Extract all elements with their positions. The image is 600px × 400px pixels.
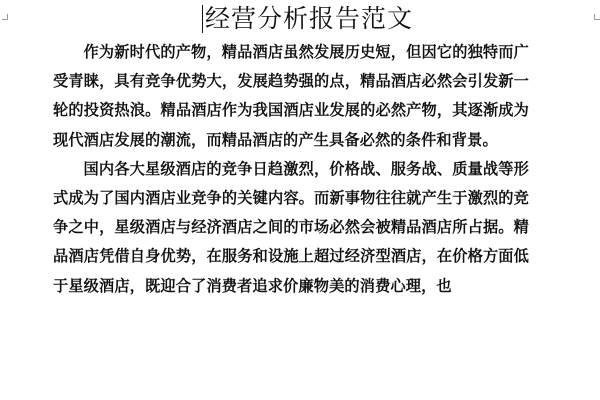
document-body[interactable]	[53, 38, 529, 301]
text-cursor	[202, 5, 203, 33]
document-title[interactable]	[205, 2, 413, 36]
document-title-text: 经营分析报告范文	[204, 4, 413, 33]
paragraph-2[interactable]: 国内各大星级酒店的竞争日趋激烈，价格战、服务战、质量战等形式成为了国内酒店业竞争的关键内容。而新事物往往就产生于激烈的竞争之中，星级酒店与经济酒店之间的市场必然会被精品酒店所占据。精品酒店凭借自身优势，在服务和设施上超过经济型酒店，在价格方面低于星级酒店，既迎合了消费者追求价廉物美的消费心理，也	[53, 159, 529, 295]
paragraph-1[interactable]: 作为新时代的产物，精品酒店虽然发展历史短，但因它的独特而广受青睐，具有竞争优势大，发展趋势强的点，精品酒店必然会引发新一轮的投资热浪。精品酒店作为我国酒店业发展的必然产物，其逐渐成为现代酒店发展的潮流，而精品酒店的产生具备必然的条件和背景。	[53, 43, 529, 149]
title-area	[0, 2, 600, 38]
